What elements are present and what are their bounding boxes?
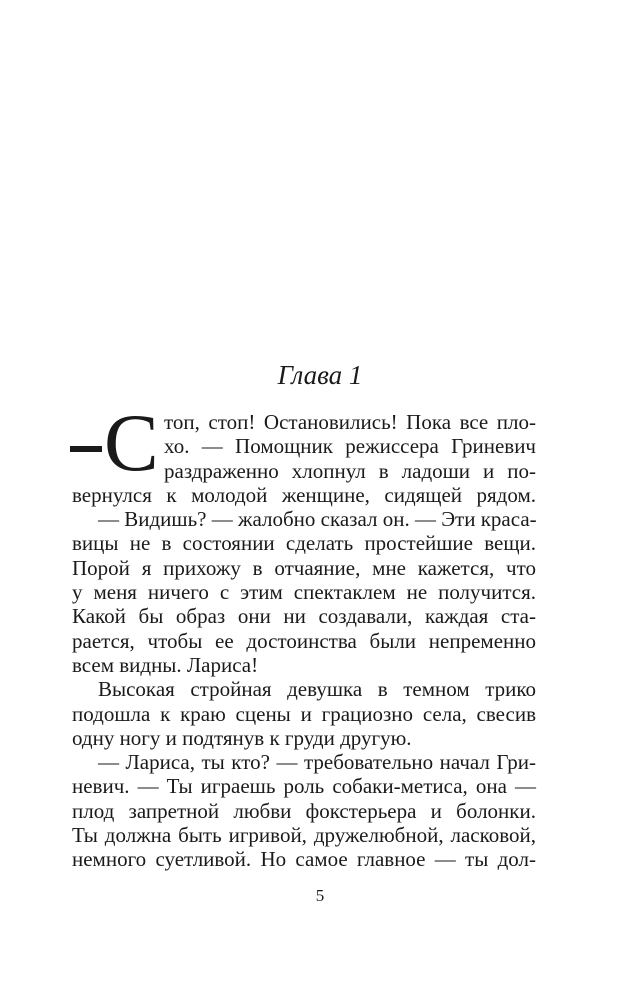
text-line: вицы не в состоянии сделать простейшие вещи. bbox=[72, 531, 536, 556]
text-line: немного суетливой. Но самое главное — ты дол- bbox=[72, 847, 536, 872]
text-line: топ, стоп! Остановились! Пока все пло- bbox=[164, 410, 536, 434]
text-line: раздраженно хлопнул в ладоши и по- bbox=[164, 458, 536, 483]
text-line: у меня ничего с этим спектаклем не получится. bbox=[72, 580, 536, 605]
text-line: Ты должна быть игривой, дружелюбной, ласковой, bbox=[72, 823, 536, 848]
text-line: — Видишь? — жалобно сказал он. — Эти краса- bbox=[98, 507, 537, 532]
page-number: 5 bbox=[315, 886, 325, 905]
body-text bbox=[72, 410, 536, 872]
text-line: рается, чтобы ее достоинства были непременно bbox=[72, 628, 536, 653]
text-line: Высокая стройная девушка в темном трико bbox=[98, 677, 536, 702]
text-line: одну ногу и подтянув к груди другую. bbox=[72, 725, 412, 750]
text-line: плод запретной любви фокстерьера и болонки. bbox=[72, 798, 536, 823]
text-line: Порой я прихожу в отчаяние, мне кажется, что bbox=[72, 555, 536, 580]
text-line: вернулся к молодой женщине, сидящей рядом. bbox=[72, 482, 536, 507]
text-line: Какой бы образ они ни создавали, каждая ста- bbox=[72, 604, 536, 629]
text-line: всем видны. Лариса! bbox=[72, 652, 259, 677]
drop-cap-letter: С bbox=[104, 397, 159, 488]
text-line: невич. — Ты играешь роль собаки-метиса, она — bbox=[72, 774, 536, 799]
text-line: подошла к краю сцены и грациозно села, свесив bbox=[72, 701, 536, 726]
text-line: хо. — Помощник режиссера Гриневич bbox=[164, 434, 536, 459]
chapter-title: Глава 1 bbox=[277, 360, 363, 390]
text-line: — Лариса, ты кто? — требовательно начал Гри- bbox=[98, 750, 536, 775]
